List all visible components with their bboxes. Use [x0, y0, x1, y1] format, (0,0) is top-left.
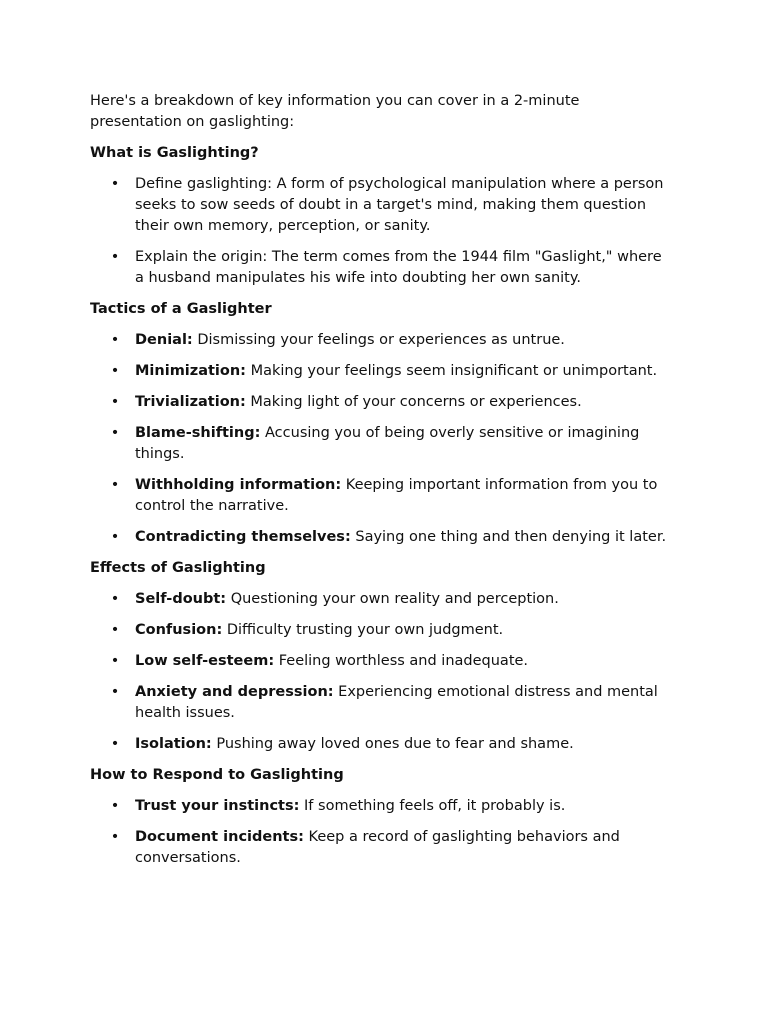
item-term: Anxiety and depression:	[135, 684, 334, 700]
item-text: Dismissing your feelings or experiences as untrue.	[192, 332, 565, 348]
item-term: Self-doubt:	[135, 591, 227, 607]
list-item	[90, 247, 670, 289]
item-term: Isolation:	[135, 736, 212, 752]
bullet-icon: •	[110, 684, 120, 700]
item-text: Define gaslighting: A form of psychological manipulation where a person seeks to sow seeds of doubt in a target's mind, making them question their own memory, perception, or sanity.	[135, 176, 664, 234]
intro-paragraph: Here's a breakdown of key information you can cover in a 2-minute presentation on gaslighting:	[90, 93, 580, 130]
list-item	[90, 651, 670, 672]
list-item	[90, 620, 670, 641]
item-text: Pushing away loved ones due to fear and shame.	[211, 736, 574, 752]
section-heading: How to Respond to Gaslighting	[90, 767, 344, 783]
item-term: Trivialization:	[135, 394, 246, 410]
list-item	[90, 361, 670, 382]
item-text: If something feels off, it probably is.	[299, 798, 566, 814]
item-text: Keep a record of gaslighting behaviors and conversations.	[135, 829, 620, 866]
bullet-icon: •	[110, 736, 120, 752]
item-text: Feeling worthless and inadequate.	[274, 653, 529, 669]
item-term: Trust your instincts:	[135, 798, 300, 814]
item-text: Explain the origin: The term comes from the 1944 film "Gaslight," where a husband manipulates his wife into doubting her own sanity.	[135, 249, 662, 286]
item-term: Minimization:	[135, 363, 246, 379]
bullet-icon: •	[110, 591, 120, 607]
item-text: Experiencing emotional distress and mental health issues.	[135, 684, 658, 721]
item-text: Questioning your own reality and perception.	[226, 591, 559, 607]
item-term: Confusion:	[135, 622, 223, 638]
section-tactics	[90, 299, 670, 548]
bullet-list	[90, 796, 670, 869]
section-heading: What is Gaslighting?	[90, 145, 259, 161]
bullet-icon: •	[110, 622, 120, 638]
document-body	[90, 91, 670, 879]
bullet-list	[90, 174, 670, 289]
section-heading: Tactics of a Gaslighter	[90, 301, 272, 317]
item-term: Contradicting themselves:	[135, 529, 351, 545]
bullet-icon: •	[110, 176, 120, 192]
item-text: Making light of your concerns or experiences.	[245, 394, 582, 410]
item-term: Denial:	[135, 332, 193, 348]
bullet-icon: •	[110, 653, 120, 669]
section-heading: Effects of Gaslighting	[90, 560, 266, 576]
section-what-is-gaslighting	[90, 143, 670, 289]
bullet-icon: •	[110, 363, 120, 379]
list-item	[90, 589, 670, 610]
item-text: Keeping important information from you to control the narrative.	[135, 477, 658, 514]
list-item	[90, 734, 670, 755]
bullet-icon: •	[110, 425, 120, 441]
bullet-icon: •	[110, 477, 120, 493]
bullet-list	[90, 589, 670, 755]
bullet-icon: •	[110, 249, 120, 265]
list-item	[90, 330, 670, 351]
item-term: Document incidents:	[135, 829, 304, 845]
list-item	[90, 796, 670, 817]
bullet-icon: •	[110, 332, 120, 348]
bullet-icon: •	[110, 829, 120, 845]
item-term: Blame-shifting:	[135, 425, 261, 441]
list-item	[90, 827, 670, 869]
bullet-icon: •	[110, 798, 120, 814]
list-item	[90, 527, 670, 548]
list-item	[90, 475, 670, 517]
bullet-icon: •	[110, 529, 120, 545]
list-item	[90, 682, 670, 724]
bullet-list	[90, 330, 670, 548]
item-text: Saying one thing and then denying it later.	[350, 529, 667, 545]
section-effects	[90, 558, 670, 755]
bullet-icon: •	[110, 394, 120, 410]
list-item	[90, 174, 670, 237]
item-text: Accusing you of being overly sensitive or imagining things.	[135, 425, 640, 462]
item-text: Making your feelings seem insignificant or unimportant.	[245, 363, 658, 379]
item-text: Difficulty trusting your own judgment.	[222, 622, 504, 638]
item-term: Low self-esteem:	[135, 653, 275, 669]
item-term: Withholding information:	[135, 477, 342, 493]
section-how-to-respond	[90, 765, 670, 869]
list-item	[90, 423, 670, 465]
list-item	[90, 392, 670, 413]
